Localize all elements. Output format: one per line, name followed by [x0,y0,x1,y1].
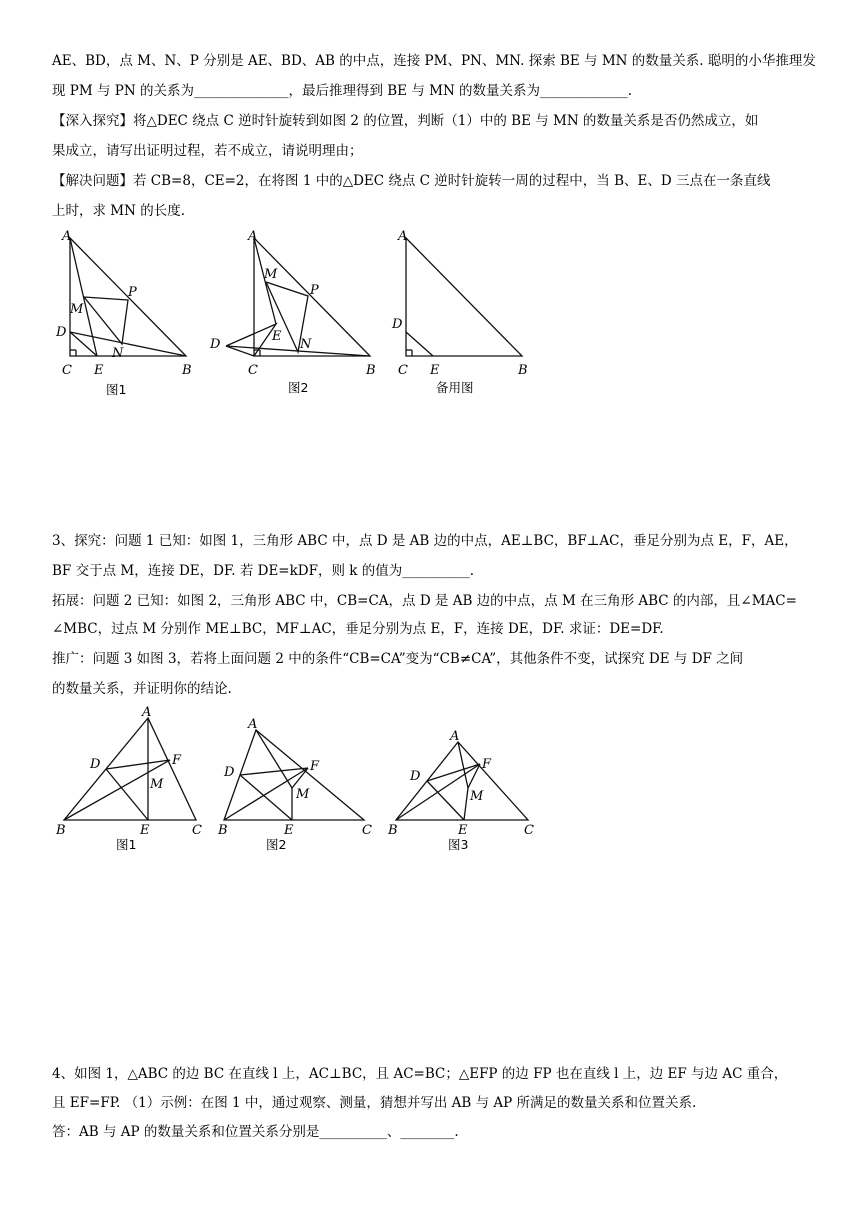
label-d: D [392,317,403,332]
label-m: M [150,777,164,792]
figure-top-2 [204,226,384,406]
problem3-line-4: ∠MBC，过点 M 分别作 ME⊥BC，MF⊥AC，垂足分别为点 E，F，连接 DE，DF. 求证：DE=DF. [52,621,664,637]
label-d: D [210,337,221,352]
problem4-line-2: 且 EF=FP. （1）示例：在图 1 中，通过观察、测量，猜想并写出 AB 与 AP 所满足的数量关系和位置关系. [52,1095,697,1111]
figure-top-1 [50,226,210,406]
problem2-line-3: 【深入探究】将△DEC 绕点 C 逆时针旋转到如图 2 的位置，判断（1）中的 BE 与 MN 的数量关系是否仍然成立，如 [52,113,759,129]
label-f: F [482,757,492,772]
label-c: C [192,823,202,838]
problem4-line-1: 4、如图 1，△ABC 的边 BC 在直线 l 上，AC⊥BC，且 AC=BC；△EFP 的边 FP 也在直线 l 上，边 EF 与边 AC 重合， [52,1066,788,1082]
label-e: E [458,823,468,838]
figure-mid-1 [52,702,212,862]
label-b: B [366,363,376,378]
segment-am [256,730,292,788]
label-m: M [470,789,484,804]
label-e: E [140,823,150,838]
label-c: C [62,363,72,378]
problem3-line-6: 的数量关系，并证明你的结论. [52,681,232,697]
label-d: D [56,325,67,340]
label-c: C [524,823,534,838]
problem4-line-3: 答：AB 与 AP 的数量关系和位置关系分别是__________、________. [52,1124,459,1140]
label-m: M [296,787,310,802]
label-m: M [264,267,278,282]
triangle-dec [226,324,276,356]
segment-mf [292,768,308,788]
label-c: C [248,363,258,378]
triangle-abc [406,238,522,356]
segment-de [240,775,292,820]
label-b: B [218,823,228,838]
problem2-line-1: AE、BD，点 M、N、P 分别是 AE、BD、AB 的中点，连接 PM、PN、MN. 探索 BE 与 MN 的数量关系. 聪明的小华推理发 [52,53,816,69]
label-p: P [310,283,319,298]
label-b: B [388,823,398,838]
label-a: A [248,229,258,244]
figure-mid-2 [214,702,374,862]
figure-caption: 图1 [116,837,137,852]
figure-top-3 [386,226,546,406]
label-a: A [62,229,72,244]
problem2-line-4: 果成立，请写出证明过程，若不成立，请说明理由； [52,143,363,159]
problem2-line-2: 现 PM 与 PN 的关系为______________，最后推理得到 BE 与 MN 的数量关系为_____________. [52,83,633,99]
label-n: N [300,337,312,352]
label-d: D [90,757,101,772]
problem3-line-5: 推广：问题 3 如图 3，若将上面问题 2 中的条件“CB=CA”变为“CB≠CA”，其他条件不变，试探究 DE 与 DF 之间 [52,651,744,667]
figure-caption: 图2 [266,837,287,852]
problem2-line-5: 【解决问题】若 CB=8，CE=2，在将图 1 中的△DEC 绕点 C 逆时针旋转一周的过程中，当 B、E、D 三点在一条直线 [52,173,771,189]
segment-bd [70,332,186,356]
label-b: B [518,363,528,378]
label-c: C [398,363,408,378]
triangle-abc [64,718,196,820]
triangle-pmn [84,297,128,344]
label-e: E [272,329,282,344]
label-a: A [142,705,152,720]
label-e: E [94,363,104,378]
figure-caption: 图1 [106,382,127,397]
figure-mid-3 [384,702,544,862]
label-f: F [172,753,182,768]
problem2-line-6: 上时，求 MN 的长度. [52,203,186,219]
label-d: D [410,769,421,784]
problem3-line-1: 3、探究：问题 1 已知：如图 1，三角形 ABC 中，点 D 是 AB 边的中点，AE⊥BC，BF⊥AC，垂足分别为点 E，F，AE， [52,533,798,549]
problem3-line-3: 拓展：问题 2 已知：如图 2，三角形 ABC 中，CB=CA，点 D 是 AB 边的中点，点 M 在三角形 ABC 的内部，且∠MAC= [52,593,797,609]
label-b: B [56,823,66,838]
label-p: P [128,285,137,300]
figure-caption: 图3 [448,837,469,852]
segment-am [458,742,468,788]
label-m: M [70,302,84,317]
label-a: A [398,229,408,244]
label-f: F [310,759,320,774]
label-b: B [182,363,192,378]
segment-de [406,332,433,356]
label-e: E [284,823,294,838]
label-d: D [224,765,235,780]
label-a: A [248,717,258,732]
label-a: A [450,729,460,744]
label-e: E [430,363,440,378]
label-c: C [362,823,372,838]
problem3-line-2: BF 交于点 M，连接 DE，DF. 若 DE=kDF，则 k 的值为__________. [52,563,475,579]
figure-caption: 备用图 [436,380,474,395]
segment-me [464,788,468,820]
figure-caption: 图2 [288,380,309,395]
segment-df [106,760,170,769]
label-n: N [112,346,124,361]
